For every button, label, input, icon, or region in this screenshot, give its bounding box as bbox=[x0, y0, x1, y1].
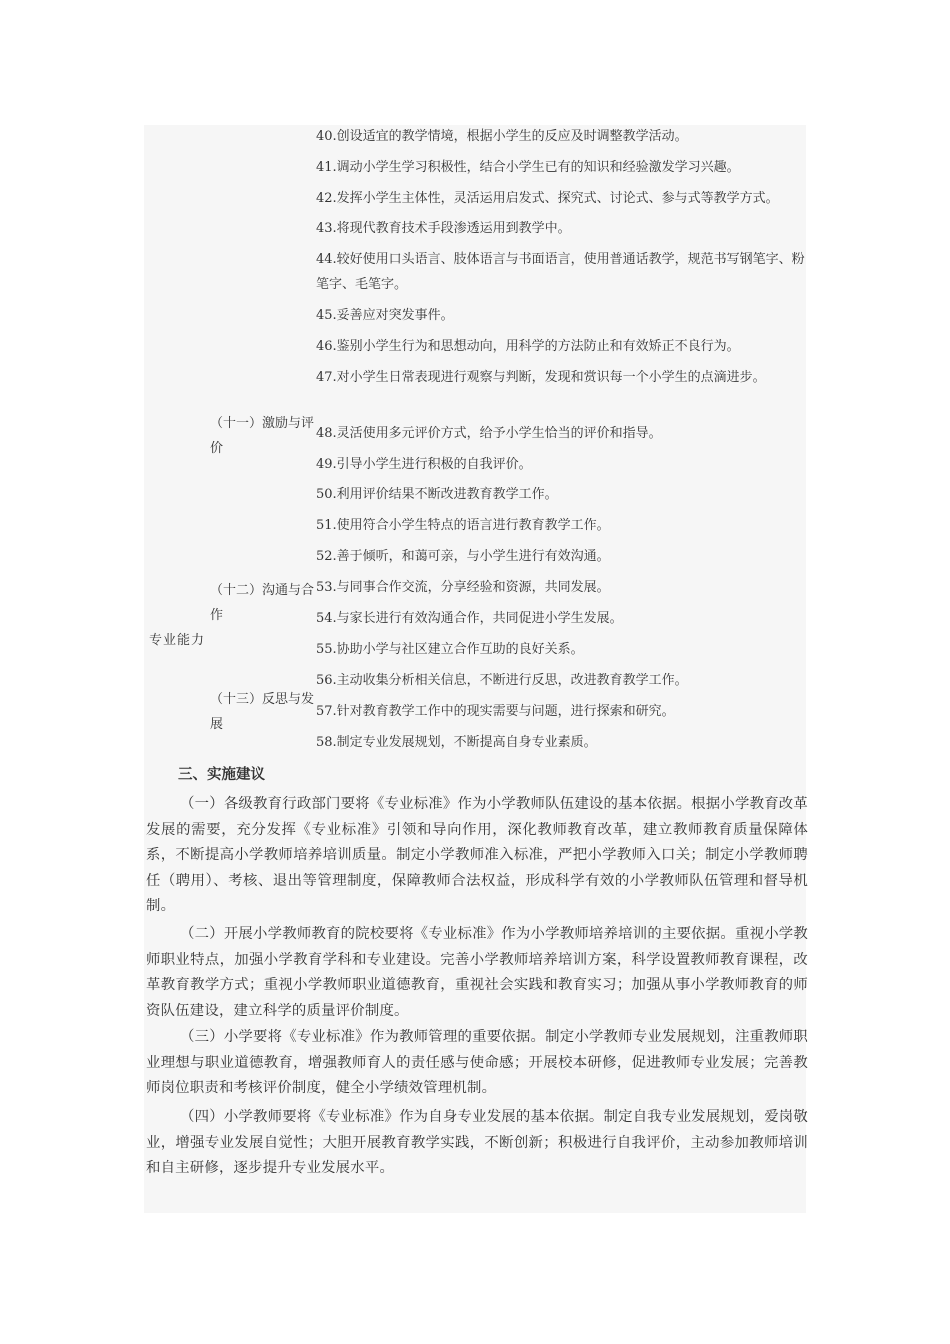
standard-item: 46.鉴别小学生行为和思想动向，用科学的方法防止和有效矫正不良行为。 bbox=[316, 339, 740, 354]
standard-item: 56.主动收集分析相关信息，不断进行反思，改进教育教学工作。 bbox=[316, 673, 688, 688]
standard-item: 58.制定专业发展规划，不断提高自身专业素质。 bbox=[316, 735, 597, 750]
category-cell: 专业能力 bbox=[148, 633, 205, 648]
standard-item: 50.利用评价结果不断改进教育教学工作。 bbox=[316, 487, 558, 502]
section-heading: 三、实施建议 bbox=[178, 766, 265, 783]
subcategory-cell: （十一）激励与评价 bbox=[210, 416, 315, 456]
standard-item: 42.发挥小学生主体性，灵活运用启发式、探究式、讨论式、参与式等教学方式。 bbox=[316, 191, 779, 206]
standard-item: 52.善于倾听，和蔼可亲，与小学生进行有效沟通。 bbox=[316, 549, 610, 564]
standard-item: 51.使用符合小学生特点的语言进行教育教学工作。 bbox=[316, 518, 610, 533]
standard-item: 44.较好使用口头语言、肢体语言与书面语言，使用普通话教学，规范书写钢笔字、粉笔字、毛笔字。 bbox=[316, 252, 805, 292]
standard-item: 45.妥善应对突发事件。 bbox=[316, 308, 454, 323]
paragraph: （四）小学教师要将《专业标准》作为自身专业发展的基本依据。制定自我专业发展规划，爱岗敬业，增强专业发展自觉性；大胆开展教育教学实践，不断创新；积极进行自我评价，主动参加教师培训和自主研修，逐步提升专业发展水平。 bbox=[146, 1109, 808, 1176]
standard-item: 48.灵活使用多元评价方式，给予小学生恰当的评价和指导。 bbox=[316, 426, 662, 441]
standard-item: 54.与家长进行有效沟通合作，共同促进小学生发展。 bbox=[316, 611, 623, 626]
standard-item: 57.针对教育教学工作中的现实需要与问题，进行探索和研究。 bbox=[316, 704, 675, 719]
standard-item: 41.调动小学生学习积极性，结合小学生已有的知识和经验激发学习兴趣。 bbox=[316, 160, 740, 175]
subcategory-cell: （十二）沟通与合作 bbox=[210, 583, 315, 623]
standard-item: 55.协助小学与社区建立合作互助的良好关系。 bbox=[316, 642, 584, 657]
paragraph: （三）小学要将《专业标准》作为教师管理的重要依据。制定小学教师专业发展规划，注重教师职业理想与职业道德教育，增强教师育人的责任感与使命感；开展校本研修，促进教师专业发展；完善教师岗位职责和考核评价制度，健全小学绩效管理机制。 bbox=[146, 1029, 808, 1096]
standard-item: 47.对小学生日常表现进行观察与判断，发现和赏识每一个小学生的点滴进步。 bbox=[316, 370, 766, 385]
standard-item: 40.创设适宜的教学情境，根据小学生的反应及时调整教学活动。 bbox=[316, 129, 688, 144]
paragraph: （二）开展小学教师教育的院校要将《专业标准》作为小学教师培养培训的主要依据。重视小学教师职业特点，加强小学教育学科和专业建设。完善小学教师培养培训方案，科学设置教师教育课程，改革教育教学方式；重视小学教师职业道德教育，重视社会实践和教育实习；加强从事小学教师教育的师资队伍建设，建立科学的质量评价制度。 bbox=[146, 926, 808, 1019]
standard-item: 49.引导小学生进行积极的自我评价。 bbox=[316, 457, 532, 472]
subcategory-cell: （十三）反思与发展 bbox=[210, 692, 315, 732]
paragraph: （一）各级教育行政部门要将《专业标准》作为小学教师队伍建设的基本依据。根据小学教育改革发展的需要，充分发挥《专业标准》引领和导向作用，深化教师教育改革，建立教师教育质量保障体系，不断提高小学教师培养培训质量。制定小学教师准入标准，严把小学教师入口关；制定小学教师聘任（聘用）、考核、退出等管理制度，保障教师合法权益，形成科学有效的小学教师队伍管理和督导机制。 bbox=[146, 796, 808, 914]
standard-item: 53.与同事合作交流，分享经验和资源，共同发展。 bbox=[316, 580, 610, 595]
standard-item: 43.将现代教育技术手段渗透运用到教学中。 bbox=[316, 221, 571, 236]
